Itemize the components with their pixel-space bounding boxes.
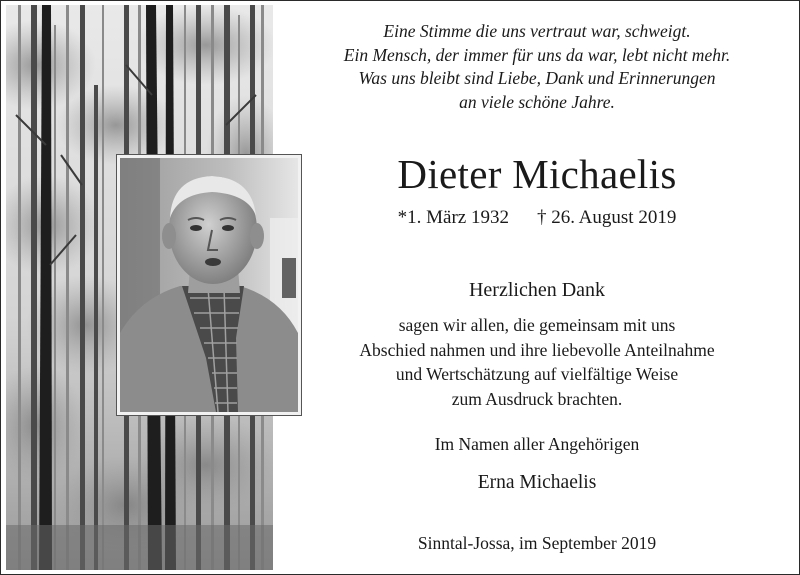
poem-line: Eine Stimme die uns vertraut war, schweigt. bbox=[383, 21, 691, 41]
memorial-poem bbox=[302, 20, 772, 114]
poem-line: an viele schöne Jahre. bbox=[459, 91, 615, 112]
poem-line: Was uns bleibt sind Liebe, Dank und Erinnerungen bbox=[358, 68, 716, 88]
family-intro: Im Namen aller Angehörigen bbox=[434, 434, 640, 454]
poem-line: Ein Mensch, der immer für uns da war, lebt nicht mehr. bbox=[343, 44, 731, 65]
portrait-photo bbox=[116, 154, 302, 416]
death-date: † 26. August 2019 bbox=[536, 207, 677, 228]
life-dates bbox=[302, 205, 772, 231]
thanks-line: Abschied nahmen und ihre liebevolle Anteilnahme bbox=[359, 339, 715, 360]
obituary-text bbox=[302, 0, 772, 575]
thanks-heading: Herzlichen Dank bbox=[468, 279, 606, 301]
thanks-line: und Wertschätzung auf vielfältige Weise bbox=[395, 364, 679, 384]
thanks-line: zum Ausdruck brachten. bbox=[451, 388, 623, 409]
deceased-name: Dieter Michaelis bbox=[397, 151, 677, 197]
birth-date: *1. März 1932 bbox=[397, 207, 509, 228]
thanks-line: sagen wir allen, die gemeinsam mit uns bbox=[398, 315, 676, 335]
thanks-body bbox=[302, 313, 772, 411]
signer-name: Erna Michaelis bbox=[477, 472, 597, 493]
place-date: Sinntal-Jossa, im September 2019 bbox=[417, 533, 657, 553]
